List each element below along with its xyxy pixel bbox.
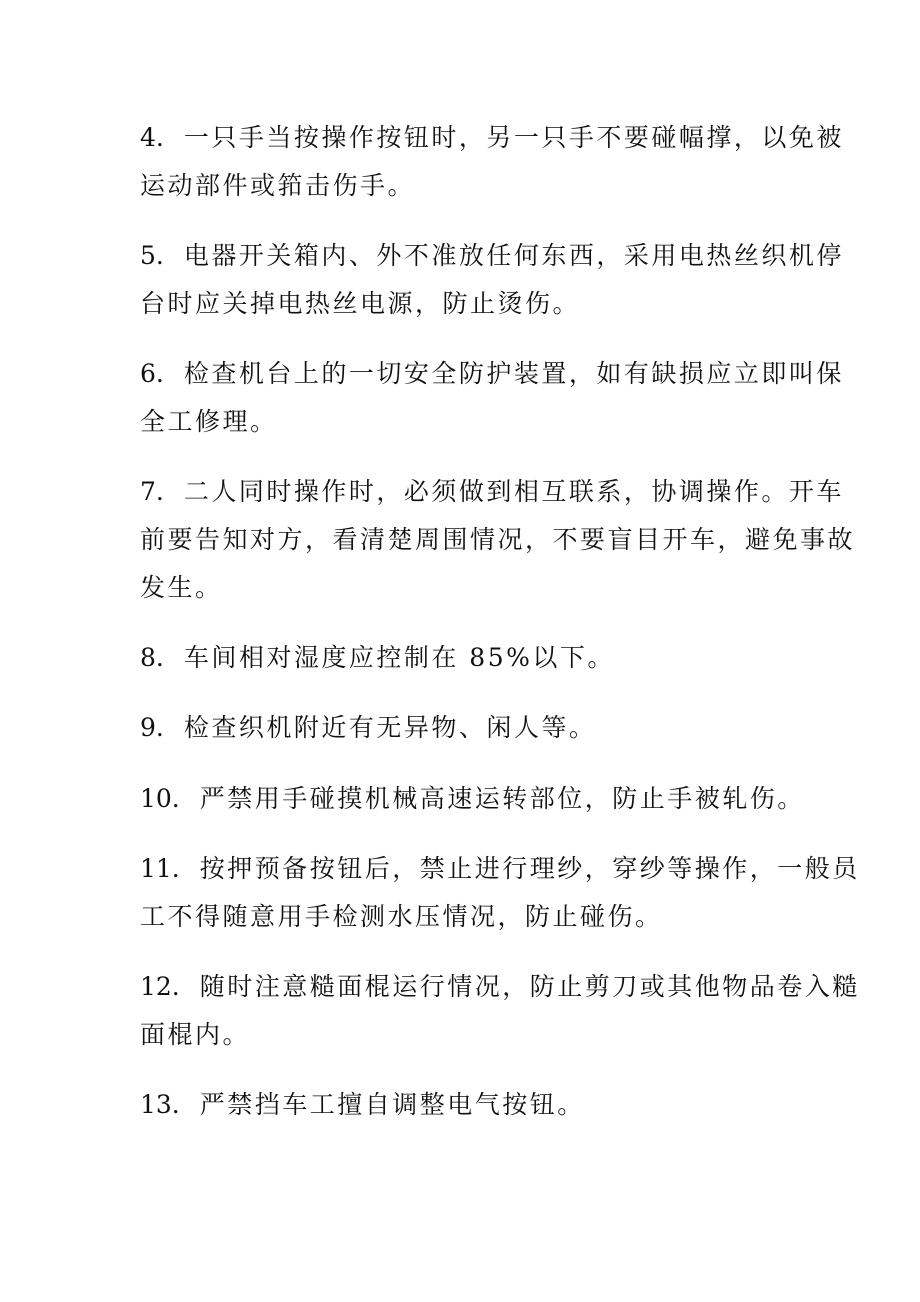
- rule-line: 全工修理。: [140, 407, 278, 436]
- rule-number: 8.: [140, 643, 164, 672]
- rule-text: 检查织机附近有无异物、闲人等。: [183, 713, 597, 742]
- rule-line: [140, 845, 860, 893]
- rule-item-5: [140, 232, 844, 328]
- rule-text: 一只手当按操作按钮时，另一只手不要碰幅撑，以免被: [183, 123, 844, 152]
- rule-number: 13.: [140, 1090, 180, 1119]
- rule-line: 工不得随意用手检测水压情况，防止碰伤。: [140, 902, 663, 931]
- rule-line: [140, 634, 785, 682]
- rule-line: [140, 468, 844, 516]
- rule-number: 11.: [140, 854, 180, 883]
- rule-number: 6.: [140, 359, 164, 388]
- rule-text: 随时注意糙面棍运行情况，防止剪刀或其他物品卷入糙: [199, 972, 860, 1001]
- rule-line: [140, 963, 860, 1011]
- rule-item-8: [140, 634, 785, 682]
- rule-number: 4.: [140, 123, 164, 152]
- rule-item-13: [140, 1081, 785, 1129]
- rule-line: [140, 232, 844, 280]
- rule-item-11: [140, 845, 860, 941]
- rule-item-7: [140, 468, 856, 612]
- rule-number: 10.: [140, 784, 180, 813]
- rule-text: 按押预备按钮后，禁止进行理纱，穿纱等操作，一般员: [199, 854, 860, 883]
- rule-line: [140, 114, 844, 162]
- rule-number: 12.: [140, 972, 180, 1001]
- rule-line: 前要告知对方，看清楚周围情况，不要盲目开车，避免事故: [140, 525, 856, 554]
- rule-number: 7.: [140, 477, 164, 506]
- rule-line: [140, 775, 805, 823]
- rule-line: 发生。: [140, 573, 223, 602]
- rule-text: 严禁用手碰摸机械高速运转部位，防止手被轧伤。: [199, 784, 805, 813]
- rule-text: 车间相对湿度应控制在 85%以下。: [183, 643, 615, 672]
- rule-item-9: [140, 704, 785, 752]
- rule-text: 电器开关箱内、外不准放任何东西，采用电热丝织机停: [183, 241, 844, 270]
- rule-item-10: [140, 775, 805, 823]
- rule-number: 9.: [140, 713, 164, 742]
- rule-text: 严禁挡车工擅自调整电气按钮。: [199, 1090, 585, 1119]
- rule-text: 二人同时操作时，必须做到相互联系，协调操作。开车: [183, 477, 844, 506]
- rule-number: 5.: [140, 241, 164, 270]
- rule-line: [140, 350, 844, 398]
- rule-line: 面棍内。: [140, 1020, 251, 1049]
- rule-line: 台时应关掉电热丝电源，防止烫伤。: [140, 289, 581, 318]
- rule-line: [140, 704, 785, 752]
- rule-line: [140, 1081, 785, 1129]
- rule-item-4: [140, 114, 844, 210]
- rule-item-6: [140, 350, 844, 446]
- rule-text: 检查机台上的一切安全防护装置，如有缺损应立即叫保: [183, 359, 844, 388]
- rule-item-12: [140, 963, 860, 1059]
- rule-line: 运动部件或筘击伤手。: [140, 171, 416, 200]
